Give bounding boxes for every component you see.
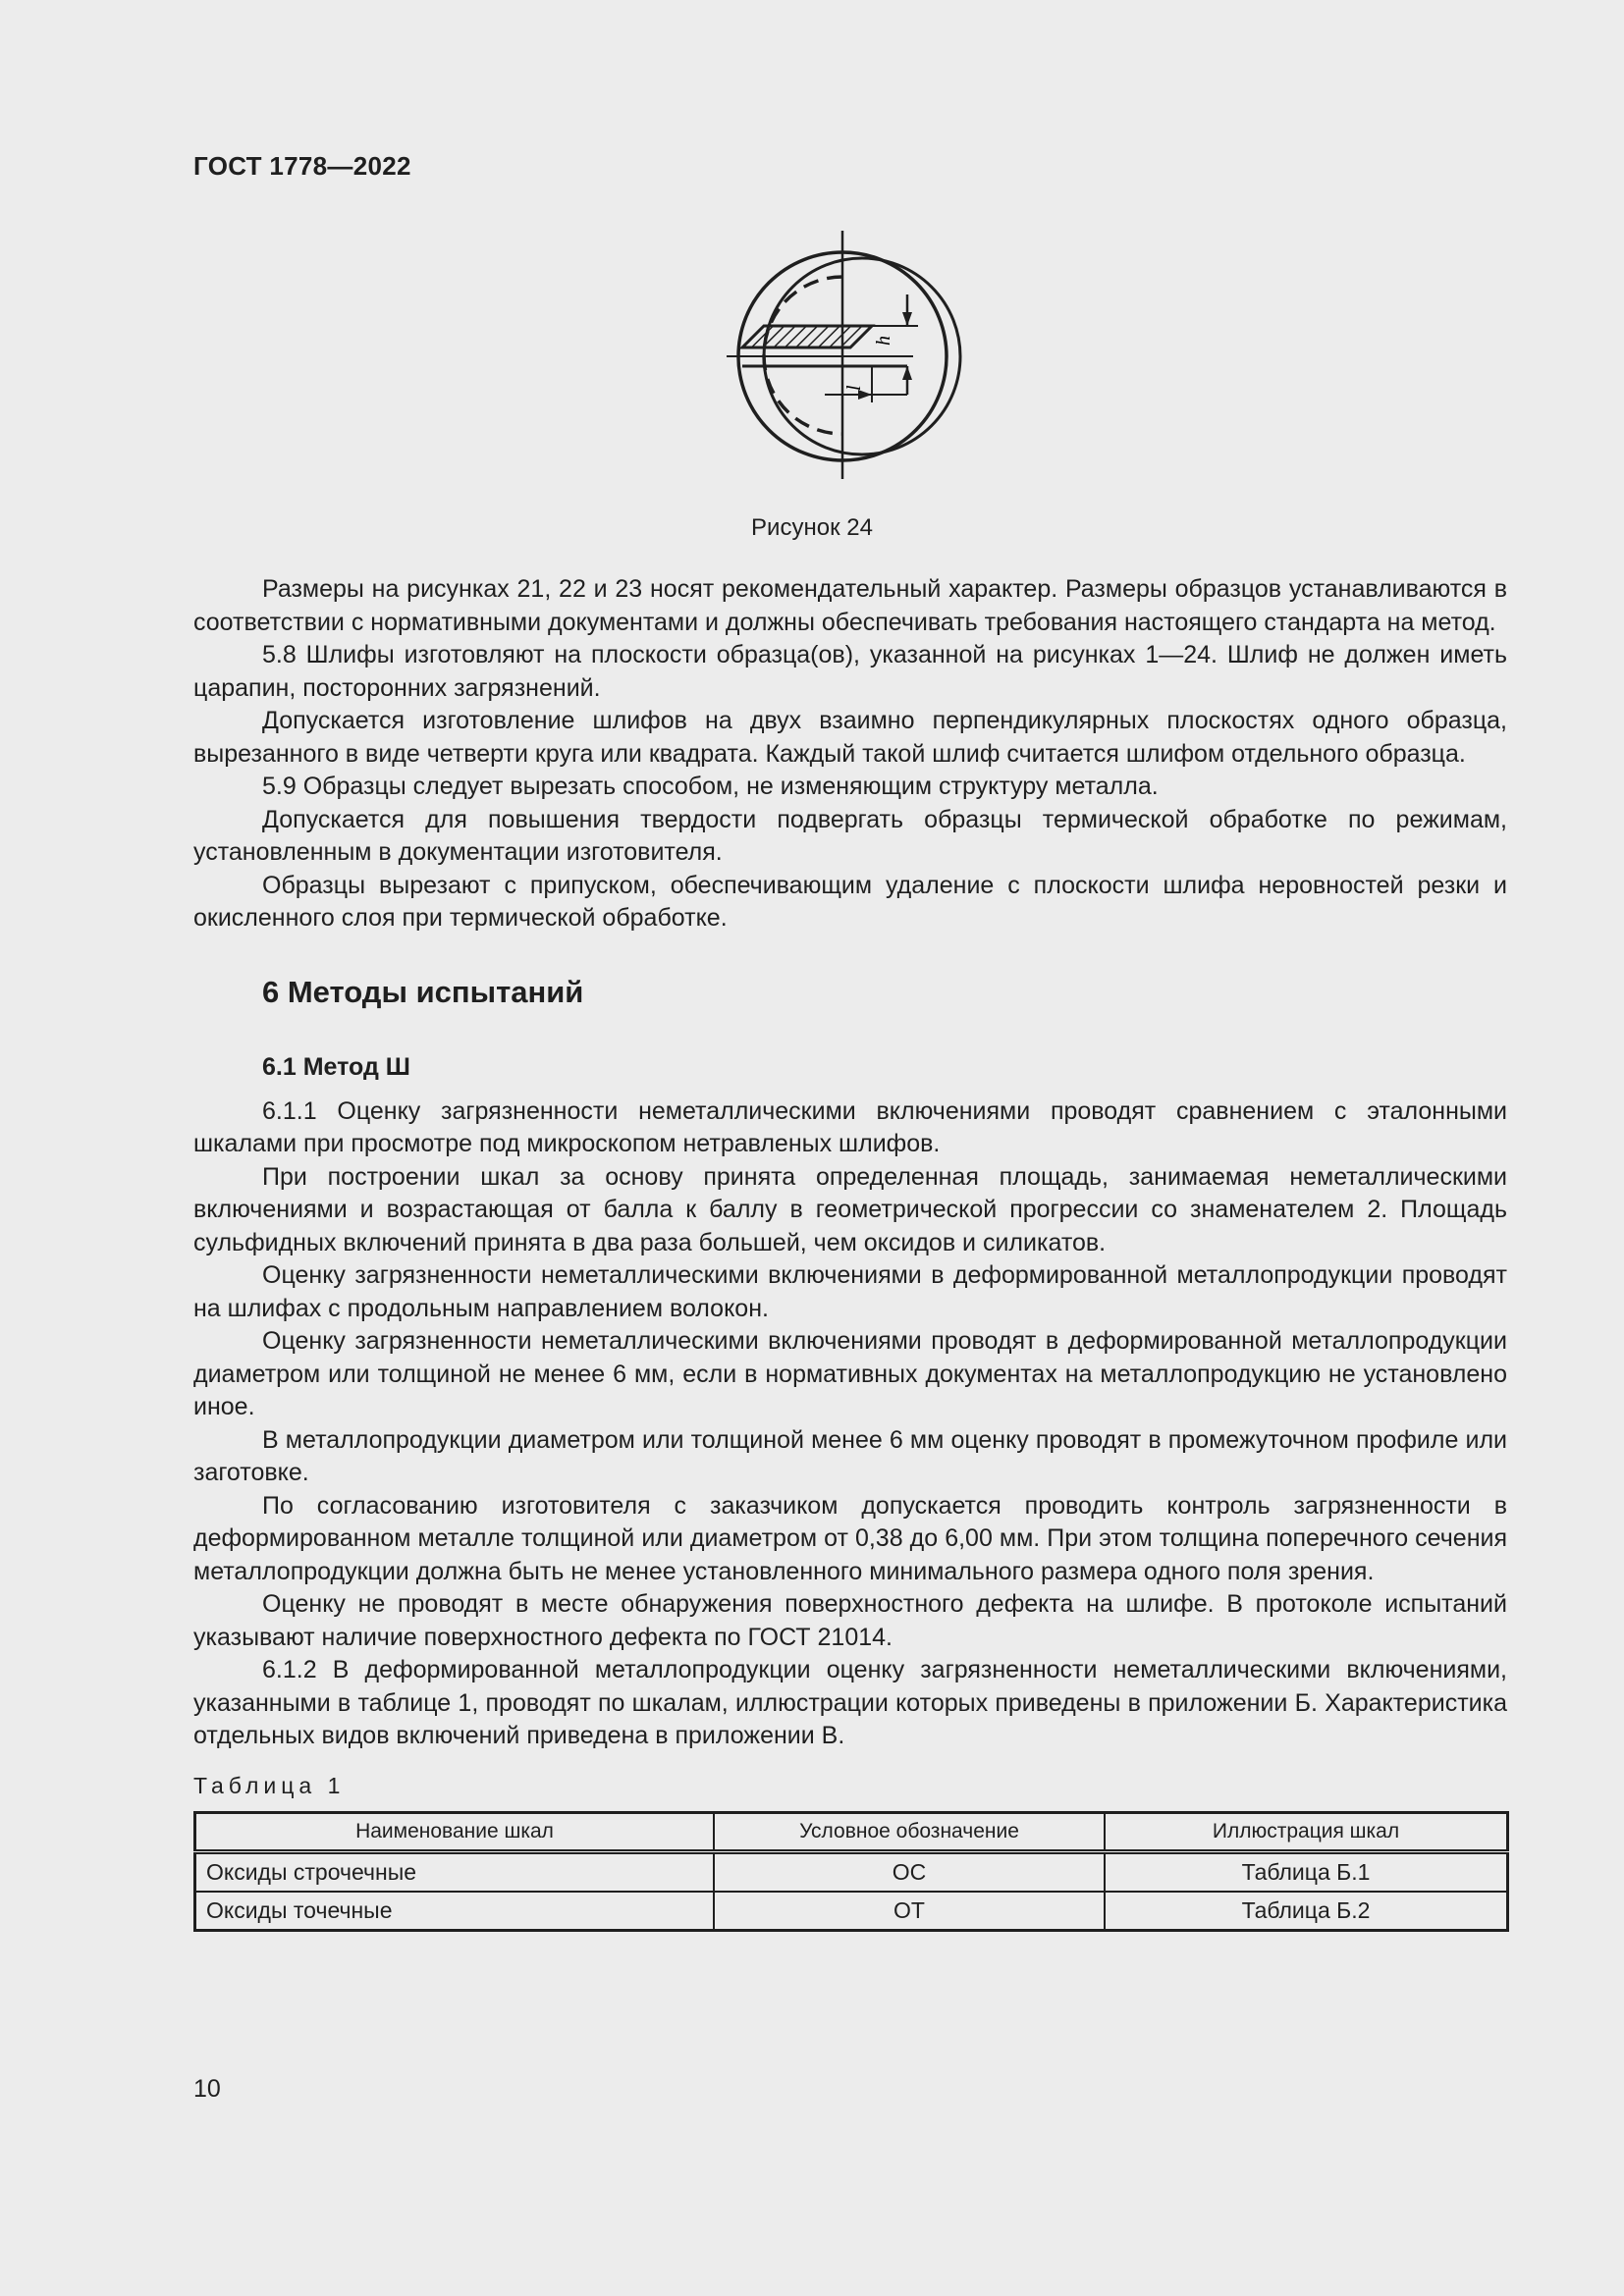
paragraph: 5.8 Шлифы изготовляют на плоскости образца(ов), указанной на рисунках 1—24. Шлиф не должен иметь царапин, посторонних загрязнений. bbox=[193, 641, 1507, 702]
dimension-h-label: h bbox=[873, 336, 894, 346]
table-cell: Оксиды строчечные bbox=[195, 1851, 715, 1892]
body-text bbox=[193, 573, 1507, 1932]
paragraph: Оценку не проводят в месте обнаружения поверхностного дефекта на шлифе. В протоколе испытаний указывают наличие поверхностного дефекта по ГОСТ 21014. bbox=[193, 1590, 1507, 1651]
hatched-section bbox=[742, 326, 872, 347]
table-header-cell: Условное обозначение bbox=[714, 1812, 1105, 1851]
subsection-heading: 6.1 Метод Ш bbox=[262, 1052, 410, 1081]
table-cell: Таблица Б.1 bbox=[1105, 1851, 1508, 1892]
table-title: Таблица 1 bbox=[193, 1772, 346, 1798]
table-header-row bbox=[195, 1812, 1508, 1851]
table-cell: Таблица Б.2 bbox=[1105, 1892, 1508, 1931]
paragraph: 6.1.2 В деформированной металлопродукции оценку загрязненности неметаллическими включениями, указанными в таблице 1, проводят по шкалам, иллюстрации которых приведены в приложении Б. Характеристика отдельных видов включений приведена в приложении В. bbox=[193, 1656, 1507, 1749]
table-row bbox=[195, 1892, 1508, 1931]
table-row bbox=[195, 1851, 1508, 1892]
table-cell: ОС bbox=[714, 1851, 1105, 1892]
dimension-l-label: l bbox=[843, 385, 865, 391]
paragraph: Образцы вырезают с припуском, обеспечивающим удаление с плоскости шлифа неровностей резки и окисленного слоя при термической обработке. bbox=[193, 871, 1507, 932]
paragraph: Оценку загрязненности неметаллическими включениями в деформированной металлопродукции проводят на шлифах с продольным направлением волокон. bbox=[193, 1261, 1507, 1322]
figure-24-drawing bbox=[717, 226, 982, 481]
table-header-cell: Наименование шкал bbox=[195, 1812, 715, 1851]
table-header-cell: Иллюстрация шкал bbox=[1105, 1812, 1508, 1851]
paragraph: При построении шкал за основу принята определенная площадь, занимаемая неметаллическими включениями и возрастающая от балла к баллу в геометрической прогрессии со знаменателем 2. Площадь сульфидных включений принята в два раза большей, чем оксидов и силикатов. bbox=[193, 1162, 1507, 1256]
figure-caption: Рисунок 24 bbox=[751, 514, 873, 541]
paragraph: Допускается для повышения твердости подвергать образцы термической обработке по режимам, установленным в документации изготовителя. bbox=[193, 805, 1507, 866]
paragraph: 5.9 Образцы следует вырезать способом, не изменяющим структуру металла. bbox=[262, 773, 1159, 800]
paragraph: Размеры на рисунках 21, 22 и 23 носят рекомендательный характер. Размеры образцов устанавливаются в соответствии с нормативными документами и должны обеспечивать требования настоящего стандарта на метод. bbox=[193, 575, 1507, 636]
paragraph: 6.1.1 Оценку загрязненности неметаллическими включениями проводят сравнением с эталонными шкалами при просмотре под микроскопом нетравленых шлифов. bbox=[193, 1096, 1507, 1157]
paragraph: Оценку загрязненности неметаллическими включениями проводят в деформированной металлопродукции диаметром или толщиной не менее 6 мм, если в нормативных документах на металлопродукцию не установлено иное. bbox=[193, 1327, 1507, 1420]
paragraph: В металлопродукции диаметром или толщиной менее 6 мм оценку проводят в промежуточном профиле или заготовке. bbox=[193, 1425, 1507, 1486]
table-cell: ОТ bbox=[714, 1892, 1105, 1931]
page-number: 10 bbox=[193, 2075, 221, 2103]
paragraph: По согласованию изготовителя с заказчиком допускается проводить контроль загрязненности в деформированном металле толщиной или диаметром от 0,38 до 6,00 мм. При этом толщина поперечного сечения металлопродукции должна быть не менее установленного минимального размера одного поля зрения. bbox=[193, 1491, 1507, 1585]
table-cell: Оксиды точечные bbox=[195, 1892, 715, 1931]
section-heading: 6 Методы испытаний bbox=[262, 974, 584, 1009]
paragraph: Допускается изготовление шлифов на двух взаимно перпендикулярных плоскостях одного образца, вырезанного в виде четверти круга или квадрата. Каждый такой шлиф считается шлифом отдельного образца. bbox=[193, 707, 1507, 768]
document-code-header: ГОСТ 1778—2022 bbox=[193, 151, 411, 181]
table-1 bbox=[193, 1811, 1509, 1932]
